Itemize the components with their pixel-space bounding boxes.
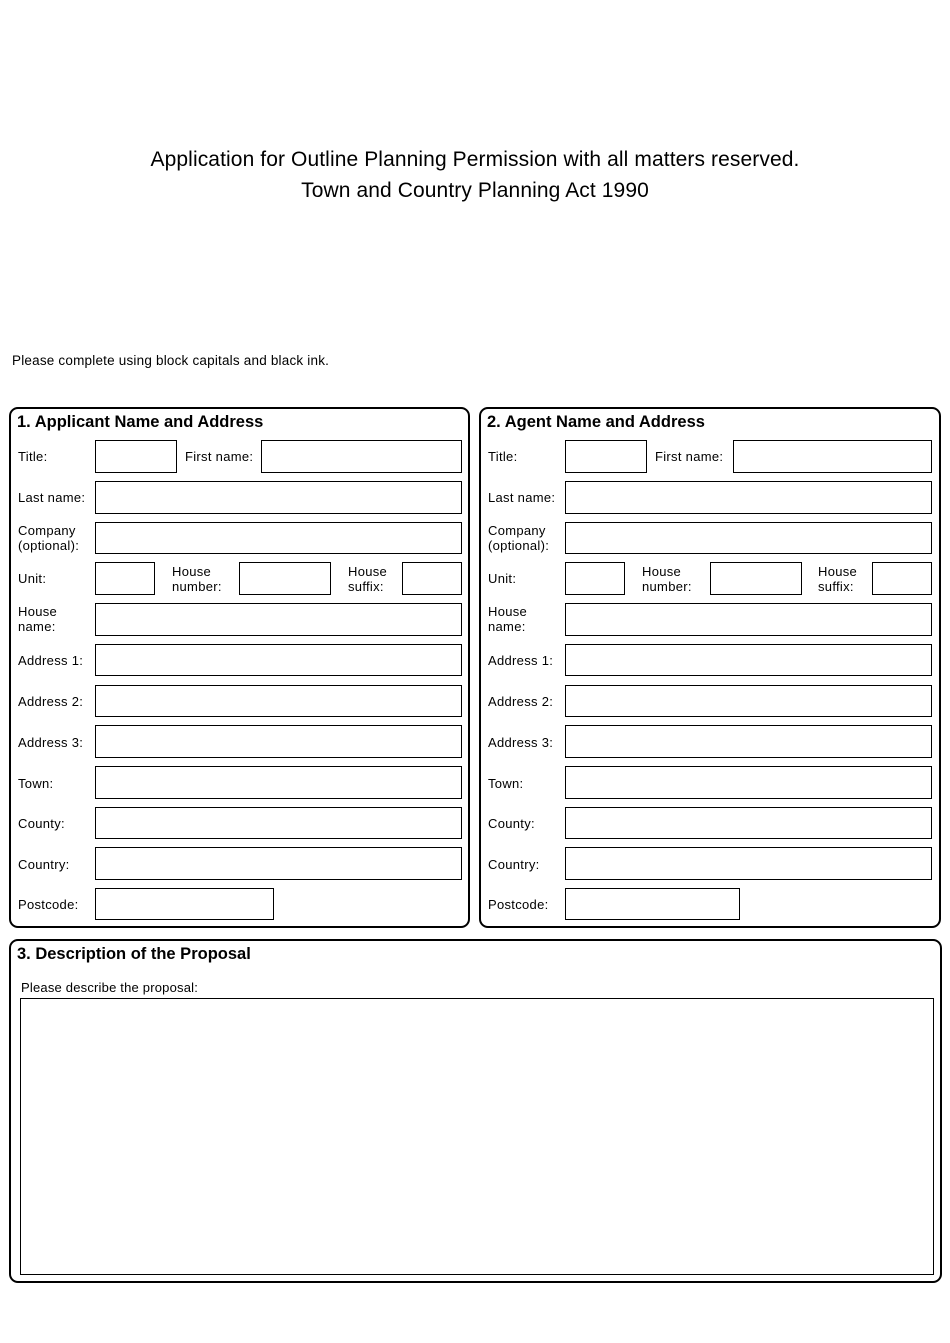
applicant-section bbox=[9, 407, 470, 928]
agent-county-field[interactable] bbox=[565, 807, 932, 839]
applicant-company-field[interactable] bbox=[95, 522, 462, 554]
applicant-first-name-field[interactable] bbox=[261, 440, 462, 473]
applicant-address3-field[interactable] bbox=[95, 725, 462, 758]
county-label: County: bbox=[18, 816, 65, 831]
address2-label: Address 2: bbox=[18, 694, 84, 709]
agent-address3-field[interactable] bbox=[565, 725, 932, 758]
house-number-label: House number: bbox=[642, 564, 692, 594]
agent-country-field[interactable] bbox=[565, 847, 932, 880]
address1-label: Address 1: bbox=[18, 653, 84, 668]
address3-label: Address 3: bbox=[488, 735, 554, 750]
applicant-address2-field[interactable] bbox=[95, 685, 462, 717]
applicant-house-name-field[interactable] bbox=[95, 603, 462, 636]
agent-house-number-field[interactable] bbox=[710, 562, 802, 595]
title-label: Title: bbox=[488, 449, 518, 464]
postcode-label: Postcode: bbox=[488, 897, 549, 912]
company-label: Company (optional): bbox=[18, 523, 80, 553]
applicant-title-field[interactable] bbox=[95, 440, 177, 473]
town-label: Town: bbox=[18, 776, 54, 791]
agent-town-field[interactable] bbox=[565, 766, 932, 799]
agent-first-name-field[interactable] bbox=[733, 440, 932, 473]
agent-house-suffix-field[interactable] bbox=[872, 562, 932, 595]
first-name-label: First name: bbox=[185, 449, 254, 464]
applicant-house-number-field[interactable] bbox=[239, 562, 331, 595]
unit-label: Unit: bbox=[18, 571, 47, 586]
agent-last-name-field[interactable] bbox=[565, 481, 932, 514]
applicant-heading: 1. Applicant Name and Address bbox=[17, 413, 264, 431]
last-name-label: Last name: bbox=[488, 490, 556, 505]
address3-label: Address 3: bbox=[18, 735, 84, 750]
town-label: Town: bbox=[488, 776, 524, 791]
title-line-1: Application for Outline Planning Permission with all matters reserved. bbox=[150, 148, 800, 171]
last-name-label: Last name: bbox=[18, 490, 86, 505]
proposal-prompt: Please describe the proposal: bbox=[21, 980, 199, 995]
unit-label: Unit: bbox=[488, 571, 517, 586]
address2-label: Address 2: bbox=[488, 694, 554, 709]
applicant-county-field[interactable] bbox=[95, 807, 462, 839]
house-suffix-label: House suffix: bbox=[818, 564, 858, 594]
house-name-label: House name: bbox=[488, 604, 528, 634]
agent-address1-field[interactable] bbox=[565, 644, 932, 676]
document-title bbox=[0, 144, 950, 206]
agent-unit-field[interactable] bbox=[565, 562, 625, 595]
proposal-description-field[interactable] bbox=[20, 998, 934, 1275]
title-line-2: Town and Country Planning Act 1990 bbox=[301, 179, 649, 202]
agent-company-field[interactable] bbox=[565, 522, 932, 554]
agent-heading: 2. Agent Name and Address bbox=[487, 413, 705, 431]
applicant-town-field[interactable] bbox=[95, 766, 462, 799]
applicant-country-field[interactable] bbox=[95, 847, 462, 880]
agent-title-field[interactable] bbox=[565, 440, 647, 473]
first-name-label: First name: bbox=[655, 449, 724, 464]
agent-postcode-field[interactable] bbox=[565, 888, 740, 920]
county-label: County: bbox=[488, 816, 535, 831]
agent-address2-field[interactable] bbox=[565, 685, 932, 717]
company-label: Company (optional): bbox=[488, 523, 550, 553]
country-label: Country: bbox=[488, 857, 540, 872]
agent-section bbox=[479, 407, 941, 928]
proposal-section bbox=[9, 939, 942, 1283]
applicant-address1-field[interactable] bbox=[95, 644, 462, 676]
applicant-unit-field[interactable] bbox=[95, 562, 155, 595]
house-number-label: House number: bbox=[172, 564, 222, 594]
house-name-label: House name: bbox=[18, 604, 58, 634]
title-label: Title: bbox=[18, 449, 48, 464]
instruction-text: Please complete using block capitals and black ink. bbox=[12, 353, 330, 368]
applicant-postcode-field[interactable] bbox=[95, 888, 274, 920]
agent-house-name-field[interactable] bbox=[565, 603, 932, 636]
proposal-heading: 3. Description of the Proposal bbox=[17, 945, 251, 963]
house-suffix-label: House suffix: bbox=[348, 564, 388, 594]
applicant-house-suffix-field[interactable] bbox=[402, 562, 462, 595]
postcode-label: Postcode: bbox=[18, 897, 79, 912]
address1-label: Address 1: bbox=[488, 653, 554, 668]
country-label: Country: bbox=[18, 857, 70, 872]
applicant-last-name-field[interactable] bbox=[95, 481, 462, 514]
